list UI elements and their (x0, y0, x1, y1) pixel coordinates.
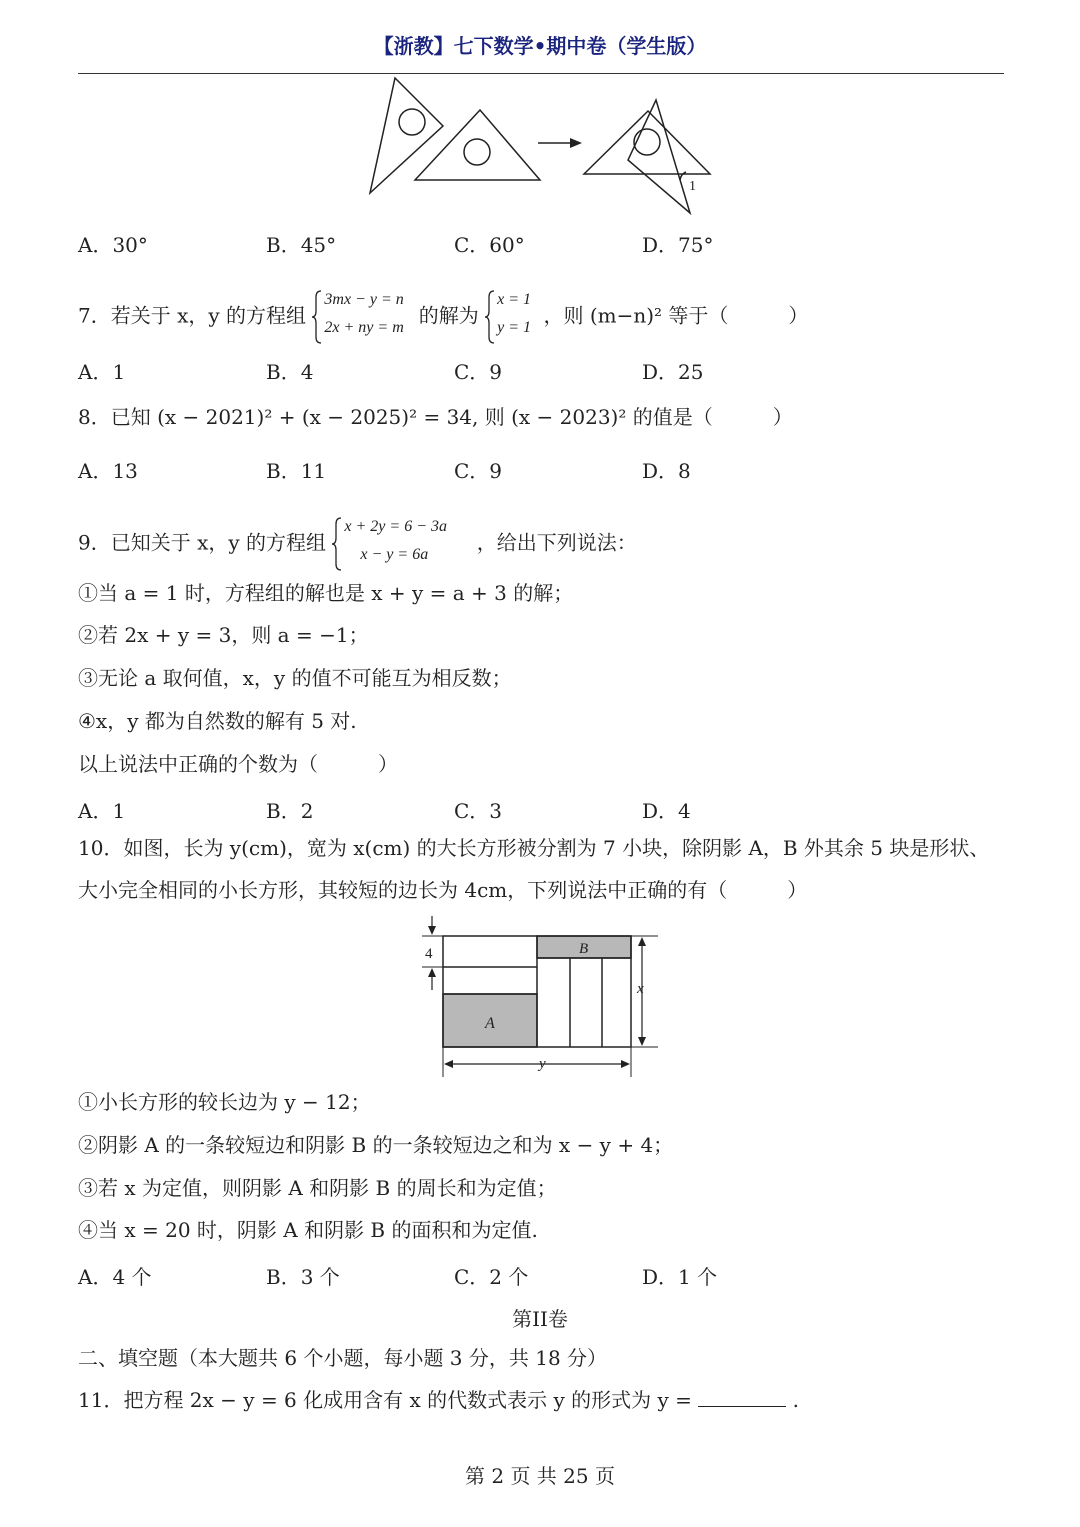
q7-option-d: D．25 (642, 360, 704, 384)
brace-icon (312, 289, 322, 345)
q10-option-d: D．1 个 (642, 1265, 718, 1289)
triangle-left-hole (399, 109, 425, 135)
q9-option-d: D．4 (642, 799, 691, 823)
label-a: A (485, 1015, 495, 1032)
q9-suffix: ，给出下列说法： (476, 530, 637, 555)
q9-prefix: 9．已知关于 x，y 的方程组 (78, 530, 327, 555)
triangle-middle (415, 110, 540, 180)
q10-question-line2: 大小完全相同的小长方形，其较短的边长为 4cm，下列说法中正确的有（ ） (78, 878, 808, 902)
q10-statement-3: ③若 x 为定值，则阴影 A 和阴影 B 的周长和为定值； (78, 1176, 557, 1200)
page-header: 【浙教】七下数学•期中卷（学生版） (373, 34, 707, 58)
q10-option-b: B．3 个 (266, 1265, 340, 1289)
q9-question (78, 516, 637, 572)
q7-prefix: 7．若关于 x，y 的方程组 (78, 303, 307, 328)
q9-option-c: C．3 (454, 799, 503, 823)
q9-sys-eq1: x + 2y = 6 − 3a (344, 518, 447, 535)
q8-option-a: A．13 (78, 459, 138, 483)
q9-statement-2: ②若 2x + y = 3，则 a = −1； (78, 623, 369, 647)
page-footer: 第 2 页 共 25 页 (465, 1464, 615, 1488)
rectangle-partition-figure (412, 912, 672, 1082)
q7-sys1-eq2: 2x + ny = m (324, 319, 404, 336)
q7-option-a: A．1 (78, 360, 126, 384)
q8-question: 8．已知 (x − 2021)² + (x − 2025)² = 34, 则 (x − 2023)² 的值是（ ） (78, 405, 793, 429)
triangle-left (370, 78, 443, 193)
q10-statement-1: ①小长方形的较长边为 y − 12； (78, 1090, 371, 1114)
label-4: 4 (425, 946, 433, 962)
set-square-figure (360, 76, 720, 216)
q9-system (332, 516, 470, 572)
q6-option-d: D．75° (642, 233, 714, 257)
q7-mid: 的解为 (418, 303, 479, 328)
q7-system (312, 289, 412, 345)
q7-sys2-eq1: x = 1 (497, 291, 532, 308)
header-rule (78, 73, 1004, 74)
q9-statement-1: ①当 a = 1 时，方程组的解也是 x + y = a + 3 的解； (78, 581, 574, 605)
label-b: B (579, 941, 589, 957)
q11-answer-blank (698, 1388, 786, 1407)
section-title: 第II卷 (512, 1307, 568, 1331)
q10-statement-2: ②阴影 A 的一条较短边和阴影 B 的一条较短边之和为 x − y + 4； (78, 1133, 674, 1157)
q10-option-a: A．4 个 (78, 1265, 152, 1289)
q11-text: 11．把方程 2x − y = 6 化成用含有 x 的代数式表示 y 的形式为 y = (78, 1388, 692, 1412)
triangle-overlap-hole (634, 129, 660, 155)
q7-solution (485, 289, 537, 345)
q9-sys-eq2: x − y = 6a (360, 546, 429, 563)
q10-statement-4: ④当 x = 20 时，阴影 A 和阴影 B 的面积和为定值. (78, 1218, 538, 1242)
triangle-middle-hole (464, 139, 490, 165)
q7-question (78, 289, 808, 345)
q6-option-b: B．45° (266, 233, 337, 257)
q11-question (78, 1387, 799, 1413)
q6-option-c: C．60° (454, 233, 525, 257)
q7-sys2-eq2: y = 1 (497, 319, 532, 336)
label-y: y (539, 1056, 546, 1072)
angle-1-arc (680, 172, 686, 180)
q8-option-c: C．9 (454, 459, 503, 483)
triangle-overlap-b (628, 100, 690, 213)
angle-1-label: 1 (689, 179, 696, 194)
q11-end: . (792, 1388, 799, 1412)
q10-option-c: C．2 个 (454, 1265, 529, 1289)
q8-option-d: D．8 (642, 459, 691, 483)
q8-option-b: B．11 (266, 459, 327, 483)
q9-statement-4: ④x，y 都为自然数的解有 5 对. (78, 709, 357, 733)
section-heading: 二、填空题（本大题共 6 个小题，每小题 3 分，共 18 分） (78, 1346, 608, 1370)
q7-option-c: C．9 (454, 360, 503, 384)
q9-option-a: A．1 (78, 799, 126, 823)
brace-icon (485, 289, 495, 345)
q6-option-a: A．30° (78, 233, 148, 257)
q9-ask: 以上说法中正确的个数为（ ） (78, 752, 398, 776)
q7-sys1-eq1: 3mx − y = n (324, 291, 404, 308)
q10-question-line1: 10．如图，长为 y(cm)，宽为 x(cm) 的大长方形被分割为 7 小块，除阴影 A，B 外其余 5 块是形状、 (78, 836, 990, 860)
q7-suffix: ，则 (m−n)² 等于（ ） (543, 303, 809, 328)
brace-icon (332, 516, 342, 572)
label-x: x (637, 981, 644, 997)
q9-option-b: B．2 (266, 799, 314, 823)
q7-option-b: B．4 (266, 360, 314, 384)
q9-statement-3: ③无论 a 取何值，x，y 的值不可能互为相反数； (78, 666, 512, 690)
arrow-right-icon (538, 138, 582, 148)
